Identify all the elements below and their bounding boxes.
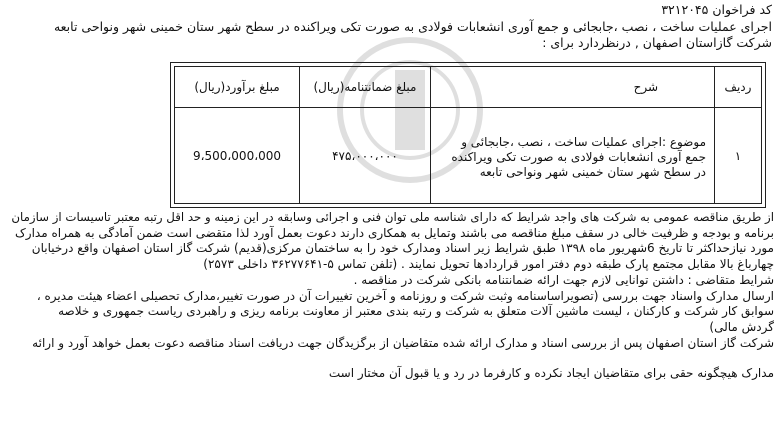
cell-estimate: 9،500،000،000 bbox=[175, 108, 300, 204]
body-paragraph-line: برنامه و بودجه و ظرفیت خالی در سقف مبلغ مناقصه می باشند وتمایل به همکاری دارند دعوت بعمل آورد لذا متقضی است ضمن آمادگی به همراه مدارک bbox=[15, 226, 774, 240]
cell-description bbox=[431, 108, 715, 204]
cell-guarantee: ۴۷۵،۰۰۰،۰۰۰ bbox=[300, 108, 431, 204]
body-paragraph-line: مورد نیازحداکثر تا تاریخ 6شهریور ماه ۱۳۹۸ طبق شرایط زیر اسناد ومدارک خود را به ساختمان مرکزی(قدیم) شرکت گاز استان اصفهان واقع درخیابان bbox=[31, 241, 774, 255]
header-estimate: مبلغ برآورد(ریال) bbox=[175, 67, 300, 108]
documents-line: گردش مالی) bbox=[709, 320, 774, 334]
documents-line: ارسال مدارک واسناد جهت بررسی (تصویراساسنامه وثبت شرکت و روزنامه و آخرین تغییرات آن در صورت تغییر،مدارک تحصیلی اعضاء هیئت مدیره ، bbox=[36, 289, 774, 303]
applicant-conditions: شرایط متقاضی : داشتن توانایی لازم جهت ارائه ضمانتنامه بانکی شرکت در مناقصه . bbox=[353, 273, 774, 287]
documents-line: سوابق کار شرکت و کارکنان ، لیست ماشین آلات متعلق به شرکت و رتبه بندی معتبر از معاونت برنامه ریزی و راهبردی ریاست جمهوری و خلاصه bbox=[58, 304, 774, 318]
cell-row-no: ۱ bbox=[715, 108, 762, 204]
table-row bbox=[175, 108, 762, 204]
body-paragraph-line: از طریق مناقصه عمومی به شرکت های واجد شرایط که دارای شناسه ملی توان فنی و اجرائی وسابقه در این زمینه و حد اقل رتبه معتبر تاسیسات از سازمان bbox=[11, 210, 774, 224]
body-paragraph-line: چهارباغ بالا مقابل مجتمع پارک طبقه دوم دفتر امور قراردادها تحویل نمایند . (تلفن تماس ۵-۳۶۲۷۷۶۴۱ داخلی ۲۵۷۳) bbox=[203, 257, 774, 271]
desc-line: در سطح شهر ستان خمینی شهر ونواحی تابعه bbox=[479, 164, 706, 179]
desc-line: جمع آوری انشعابات فولادی به صورت تکی ویراکنده bbox=[451, 149, 706, 164]
tender-code: کد فراخوان ۳۲۱۲۰۴۵ bbox=[661, 2, 772, 17]
header-row-no: ردیف bbox=[715, 67, 762, 108]
closing-line: شرکت گاز استان اصفهان پس از بررسی اسناد و مدارک ارائه شده متقاضیان از برگزیدگان جهت دریافت اسناد مناقصه دعوت بعمل خواهد آورد و ارائه bbox=[32, 336, 774, 350]
tender-title: اجرای عملیات ساخت ، نصب ،جابجائی و جمع آوری انشعابات فولادی به صورت تکی ویراکنده در سطح شهر ستان خمینی شهر ونواحی تابعه bbox=[53, 19, 772, 34]
header-description: شرح bbox=[431, 67, 715, 108]
header-guarantee: مبلغ ضمانتنامه(ریال) bbox=[300, 67, 431, 108]
closing-line: مدارک هیچگونه حقی برای متقاضیان ایجاد نکرده و کارفرما در رد و یا قبول آن مختار است bbox=[328, 366, 774, 380]
tender-intro: شرکت گازاستان اصفهان , درنظردارد برای : bbox=[542, 35, 772, 50]
tender-table bbox=[174, 66, 762, 204]
table-header-row bbox=[175, 67, 762, 108]
tender-table-frame bbox=[170, 62, 766, 208]
desc-line: موضوع :اجرای عملیات ساخت ، نصب ،جابجائی و bbox=[461, 134, 706, 149]
